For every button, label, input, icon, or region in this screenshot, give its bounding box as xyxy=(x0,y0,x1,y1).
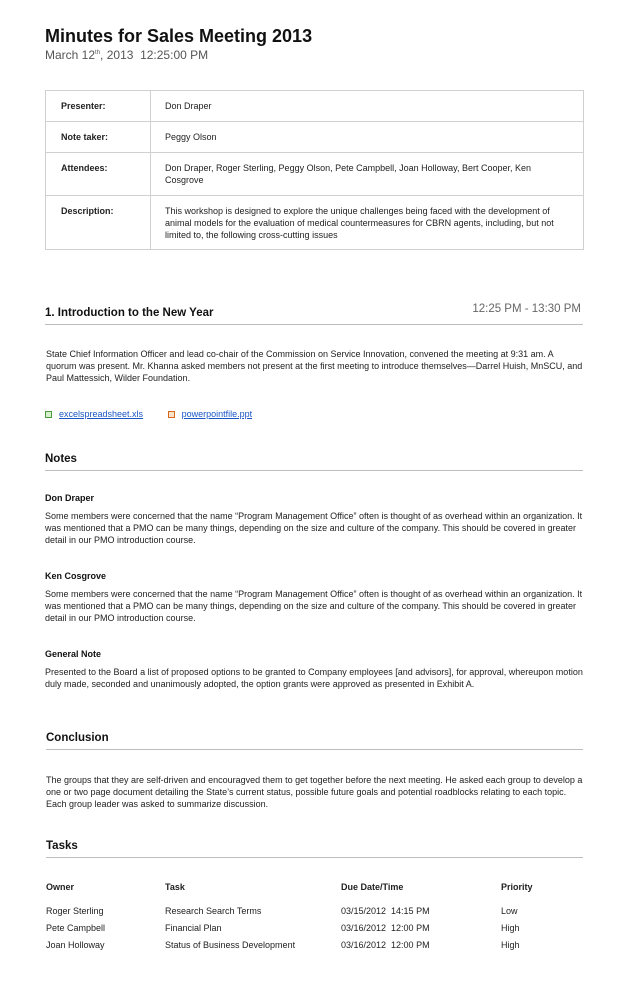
meta-row-note-taker xyxy=(46,122,584,153)
intro-section-header xyxy=(45,303,583,325)
meta-value: Don Draper xyxy=(151,91,584,122)
meeting-datetime xyxy=(45,48,208,62)
intro-time-range: 12:25 PM - 13:30 PM xyxy=(472,303,581,315)
tasks-header-row xyxy=(46,881,584,902)
table-row xyxy=(46,919,584,936)
column-header: Due Date/Time xyxy=(341,882,404,892)
task-due: 03/16/2012 12:00 PM xyxy=(341,922,430,933)
task-due: 03/16/2012 12:00 PM xyxy=(341,939,430,950)
meta-row-attendees xyxy=(46,153,584,196)
page-title: Minutes for Sales Meeting 2013 xyxy=(45,26,313,46)
meta-value: Don Draper, Roger Sterling, Peggy Olson, Pete Campbell, Joan Holloway, Bert Cooper, Ken Cosgrove xyxy=(151,153,584,196)
attachment-link[interactable]: excelspreadsheet.xls xyxy=(59,409,144,419)
task-owner: Joan Holloway xyxy=(46,939,105,950)
notes-heading: Notes xyxy=(45,453,77,465)
meta-row-description xyxy=(46,196,584,250)
note-author: General Note xyxy=(45,649,102,659)
attachments xyxy=(45,409,274,420)
task-owner: Pete Campbell xyxy=(46,922,106,933)
conclusion-text: The groups that they are self-driven and encouragved them to get together before the next meeting. He asked each group to develop a one or two page document detailing the State’s current status, possible future goals and potential roadblocks relating to each topic. Each group leader was asked to summarize discussion. xyxy=(46,775,583,809)
meta-label: Note taker: xyxy=(46,122,151,153)
task-name: Financial Plan xyxy=(165,922,222,933)
conclusion-section-header xyxy=(46,728,583,750)
column-header: Owner xyxy=(46,882,75,892)
meeting-info-table xyxy=(45,90,584,250)
task-due: 03/15/2012 14:15 PM xyxy=(341,905,430,916)
task-owner: Roger Sterling xyxy=(46,905,104,916)
meta-label: Presenter: xyxy=(46,91,151,122)
tasks-heading: Tasks xyxy=(46,840,78,852)
meta-label: Description: xyxy=(46,196,151,250)
meta-row-presenter xyxy=(46,91,584,122)
tasks-section-header xyxy=(46,836,583,858)
attachment-link[interactable]: powerpointfile.ppt xyxy=(181,409,253,419)
ppt-file-icon xyxy=(168,411,175,418)
table-row xyxy=(46,902,584,919)
task-priority: Low xyxy=(501,905,518,916)
date-rest: , 2013 12:25:00 PM xyxy=(100,48,209,62)
column-header: Task xyxy=(165,882,185,892)
tasks-table xyxy=(46,881,584,953)
note-author: Don Draper xyxy=(45,493,95,503)
table-row xyxy=(46,936,584,953)
notes-section-header xyxy=(45,449,583,471)
column-header: Priority xyxy=(501,882,533,892)
task-priority: High xyxy=(501,922,520,933)
conclusion-heading: Conclusion xyxy=(46,732,109,744)
intro-heading: 1. Introduction to the New Year xyxy=(45,307,214,319)
note-text: Some members were concerned that the name “Program Management Office” often is thought of as overhead within an organization. It was mentioned that a PMO can be many things, depending on the size and culture of the company. This should be covered in greater detail in our PMO introduction course. xyxy=(45,511,583,545)
meta-value: Peggy Olson xyxy=(151,122,584,153)
date-suffix: th xyxy=(95,50,101,56)
attachment-ppt[interactable] xyxy=(168,409,253,419)
task-name: Status of Business Development xyxy=(165,939,296,950)
xls-file-icon xyxy=(45,411,52,418)
task-name: Research Search Terms xyxy=(165,905,262,916)
date-month: March 12 xyxy=(45,48,96,62)
note-text: Some members were concerned that the name “Program Management Office” often is thought of as overhead within an organization. It was mentioned that a PMO can be many things, depending on the size and culture of the company. This should be covered in greater detail in our PMO introduction course. xyxy=(45,589,583,623)
meta-label: Attendees: xyxy=(46,153,151,196)
task-priority: High xyxy=(501,939,520,950)
attachment-xls[interactable] xyxy=(45,409,143,419)
meta-value: This workshop is designed to explore the unique challenges being faced with the development of animal models for the evaluation of medical countermeasures for CBRN agents, including, but not limited to, the following cross-cutting issues xyxy=(151,196,584,250)
intro-text: State Chief Information Officer and lead co-chair of the Commission on Service Innovation, convened the meeting at 9:31 am. A quorum was present. Mr. Khanna asked members not present at the first meeting to introduce themselves—Darrel Huish, MnSCU, and Paul Mattessich, Wilder Foundation. xyxy=(46,349,583,383)
note-author: Ken Cosgrove xyxy=(45,571,107,581)
note-text: Presented to the Board a list of proposed options to be granted to Company employees [and advisors], for approval, whereupon motion duly made, seconded and unanimously adopted, the option grants were approved as presented in Exhibit A. xyxy=(45,667,583,689)
